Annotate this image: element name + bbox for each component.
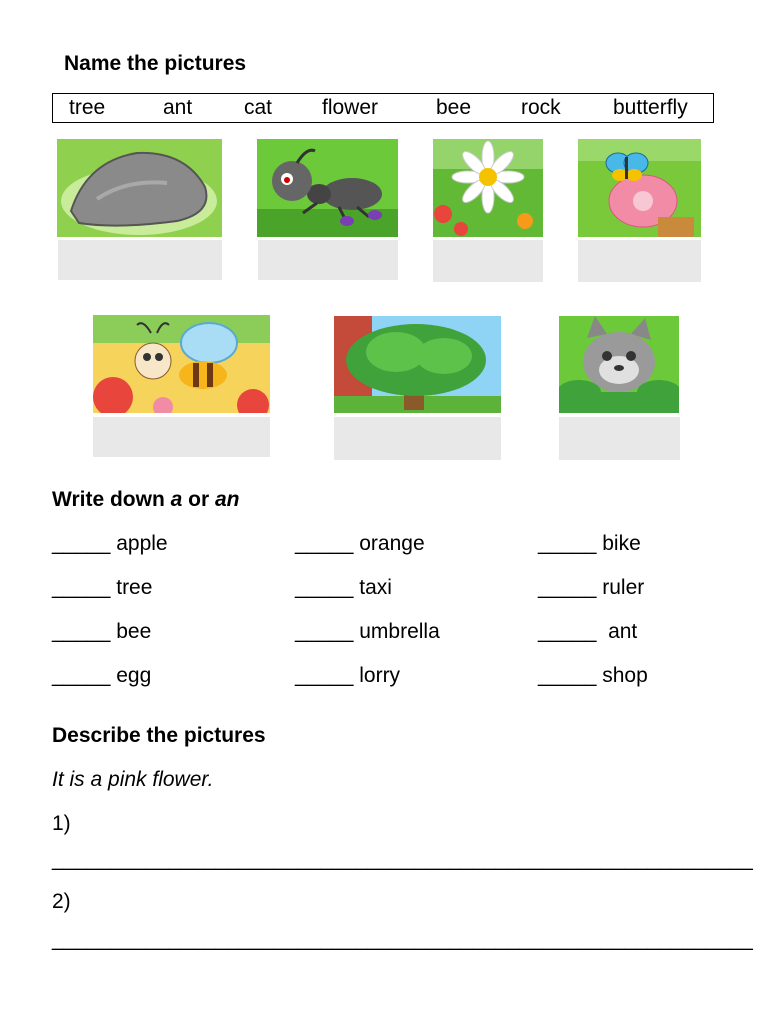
answer-box-ant[interactable]: [258, 240, 398, 280]
word-bank-item: flower: [322, 96, 379, 119]
answer-line-1[interactable]: ____________________________________________________________: [52, 848, 753, 871]
title-text: Write down: [52, 488, 171, 511]
word-bank-item: butterfly: [613, 96, 688, 119]
a-an-item: _____ apple: [52, 532, 168, 555]
answer-box-cat[interactable]: [559, 417, 680, 460]
question-number-1: 1): [52, 812, 71, 835]
a-an-item: _____ tree: [52, 576, 153, 599]
butterfly-picture: [578, 139, 701, 237]
answer-box-butterfly[interactable]: [578, 240, 701, 282]
a-an-item: _____ umbrella: [295, 620, 440, 643]
a-an-item: _____ taxi: [295, 576, 392, 599]
rock-picture: [57, 139, 222, 237]
answer-box-rock[interactable]: [58, 240, 222, 280]
a-an-item: _____ shop: [538, 664, 648, 687]
title-text: or: [182, 488, 215, 511]
a-an-item: _____ orange: [295, 532, 425, 555]
a-an-item: _____ ruler: [538, 576, 645, 599]
answer-box-tree[interactable]: [334, 417, 501, 460]
answer-box-bee[interactable]: [93, 417, 270, 457]
section-title-a-or-an: [52, 488, 239, 512]
example-sentence: It is a pink flower.: [52, 768, 214, 791]
title-an: an: [214, 488, 240, 511]
word-bank: [52, 93, 714, 123]
flower-picture: [433, 139, 543, 237]
a-an-item: _____ bee: [52, 620, 152, 643]
question-number-2: 2): [52, 890, 71, 913]
bee-picture: [93, 315, 270, 413]
word-bank-item: tree: [69, 96, 106, 119]
ant-picture: [257, 139, 398, 237]
section-title-describe: Describe the pictures: [52, 724, 266, 747]
answer-box-flower[interactable]: [433, 240, 543, 282]
a-an-item: _____ ant: [538, 620, 638, 643]
word-bank-item: bee: [436, 96, 472, 119]
cat-picture: [559, 316, 679, 413]
word-bank-item: rock: [521, 96, 561, 119]
tree-picture: [334, 316, 501, 413]
answer-line-2[interactable]: ____________________________________________________________: [52, 928, 753, 951]
section-title-name-pictures: Name the pictures: [64, 52, 247, 75]
word-bank-item: cat: [244, 96, 273, 119]
a-an-item: _____ egg: [52, 664, 152, 687]
a-an-item: _____ bike: [538, 532, 641, 555]
word-bank-item: ant: [163, 96, 193, 119]
a-an-item: _____ lorry: [295, 664, 401, 687]
title-a: a: [170, 488, 183, 511]
